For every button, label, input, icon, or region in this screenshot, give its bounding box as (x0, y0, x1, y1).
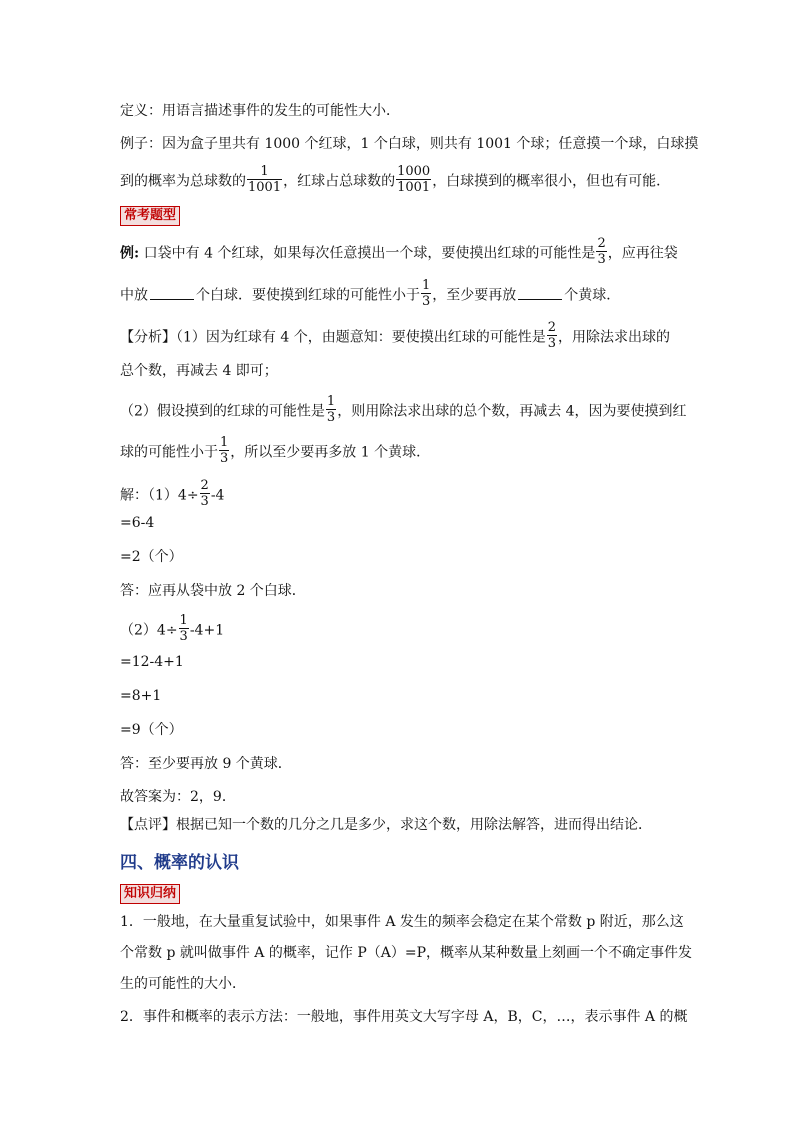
section-heading: 四、概率的认识 (120, 853, 239, 873)
knowledge-line-4: 2．事件和概率的表示方法：一般地，事件用英文大写字母 A，B，C，…，表示事件 A 的概 (120, 1009, 688, 1025)
fraction: $\frac{1}{3}$ (422, 278, 431, 309)
solution-line-6: =8+1 (120, 688, 162, 704)
solution-answer-2: 答：至少要再放 9 个黄球． (120, 756, 292, 772)
solution-line-3: =2（个） (120, 549, 183, 565)
solution-line-2: =6-4 (120, 515, 155, 531)
knowledge-line-1: 1．一般地，在大量重复试验中，如果事件 A 发生的频率会稳定在某个常数 p 附近，那么这 (120, 914, 684, 930)
fraction: $\frac{1}{3}$ (220, 435, 229, 466)
fraction: $\frac{1}{3}$ (179, 613, 188, 644)
solution-line-1: 解：（1）4÷ $\frac{2}{3}$ -4 (120, 478, 225, 509)
solution-line-4: （2）4÷ $\frac{1}{3}$ -4+1 (120, 613, 225, 644)
solution-line-5: =12-4+1 (120, 654, 184, 670)
question-line-1: 例: 口袋中有 4 个红球，如果每次任意摸出一个球，要使摸出红球的可能性是 $\frac{2}{3}$ ，应再往袋 (120, 236, 678, 267)
example-line-2: 到的概率为总球数的 $\frac{1}{1001}$ ，红球占总球数的 $\frac{1000}{1001}$ ，白球摸到的概率很小，但也有可能． (120, 164, 671, 195)
section-tag-common-questions: 常考题型 (120, 206, 180, 226)
fraction: $\frac{1}{1001}$ (248, 164, 282, 195)
fraction: $\frac{1000}{1001}$ (397, 164, 431, 195)
analysis-line-3: （2）假设摸到的红球的可能性是 $\frac{1}{3}$ ，则用除法求出球的总个数，再减去 4，因为要使摸到红 (120, 394, 687, 425)
example-line-1: 例子：因为盒子里共有 1000 个红球，1 个白球，则共有 1001 个球；任意摸一个球，白球摸 (120, 136, 699, 152)
solution-line-7: =9（个） (120, 722, 183, 738)
fraction: $\frac{2}{3}$ (597, 236, 606, 267)
solution-answer-1: 答：应再从袋中放 2 个白球． (120, 583, 306, 599)
analysis-line-2: 总个数，再减去 4 即可； (120, 363, 278, 379)
definition-text: 定义：用语言描述事件的发生的可能性大小． (120, 103, 400, 119)
fraction: $\frac{2}{3}$ (547, 320, 556, 351)
fraction: $\frac{1}{3}$ (326, 394, 336, 425)
comment-text: 【点评】根据已知一个数的几分之几是多少，求这个数，用除法解答，进而得出结论． (120, 817, 652, 833)
knowledge-line-3: 生的可能性的大小． (120, 976, 246, 992)
analysis-line-4: 球的可能性小于 $\frac{1}{3}$ ，所以至少要再多放 1 个黄球． (120, 435, 431, 466)
analysis-line-1: 【分析】（1）因为红球有 4 个，由题意知：要使摸出红球的可能性是 $\frac{2}{3}$ ，用除法求出球的 (120, 320, 670, 351)
section-tag-knowledge: 知识归纳 (120, 884, 180, 904)
final-answer: 故答案为：2，9． (120, 789, 236, 805)
answer-blank (150, 287, 194, 300)
answer-blank (518, 287, 562, 300)
knowledge-line-2: 个常数 p 就叫做事件 A 的概率，记作 P（A）=P，概率从某种数量上刻画一个不确定事件发 (120, 945, 693, 961)
fraction: $\frac{2}{3}$ (200, 478, 209, 509)
question-line-2: 中放 个白球．要使摸到红球的可能性小于 $\frac{1}{3}$ ，至少要再放 个黄球． (120, 278, 621, 309)
